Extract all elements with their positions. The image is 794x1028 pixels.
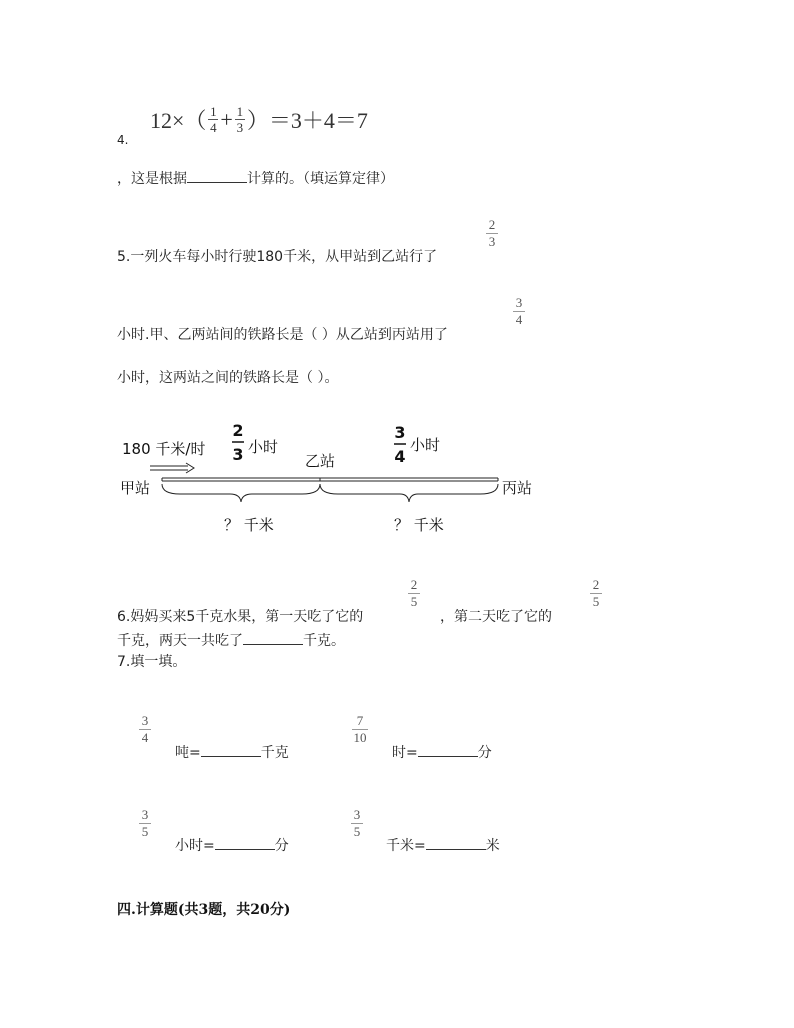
q6-text-before: 千克，两天一共吃了 [117,633,243,649]
answer-blank[interactable] [418,744,478,757]
station-c-label: 丙站 [502,479,533,497]
fraction-numerator: 3 [515,295,523,310]
unit-from: 时= [392,745,418,761]
q7-item-1-fraction [139,714,151,745]
fraction-denominator: 5 [141,824,149,839]
section-heading: 四.计算题(共3题，共20分) [117,902,291,918]
fraction-numerator: 1 [236,104,244,119]
q4-text [117,168,394,188]
q4-text-after: 计算的。（填运算定律） [247,171,394,187]
fraction-denominator: 10 [353,730,367,745]
fraction-numerator: 2 [232,421,244,440]
unit-to: 分 [274,838,289,854]
fraction-denominator: 3 [236,120,244,135]
fraction-numerator: 3 [394,423,406,442]
q5-line-2: 小时.甲、乙两站间的铁路长是（ ）从乙站到丙站用了 [117,327,448,343]
fraction-numerator: 3 [141,713,149,728]
formula-fraction-2 [235,105,245,134]
unit-from: 吨= [175,745,201,761]
q6-line-1b: ，第二天吃了它的 [440,609,552,625]
q5-line-3: 小时，这两站之间的铁路长是（ ）。 [117,370,339,386]
fraction-denominator: 5 [353,824,361,839]
q7-item-3-fraction [139,808,151,839]
fraction-denominator: 4 [515,312,523,327]
q4-formula [150,104,368,135]
formula-plus: + [220,106,233,132]
formula-fraction-1 [208,105,218,134]
fraction-denominator: 4 [210,120,217,135]
fraction-numerator: 2 [410,577,418,592]
fraction-numerator: 1 [210,104,217,119]
unknown-distance-1: ？ 千米 [224,516,274,534]
station-b-label: 乙站 [305,452,336,470]
fraction-denominator: 4 [141,730,149,745]
q7-title: 7.填一填。 [117,654,187,670]
q4-number: 4. [117,133,129,147]
station-a-label: 甲站 [120,479,151,497]
speed-label: 180 千米/时 [122,440,206,458]
q5-fraction-1 [486,218,498,249]
time-fraction-1 [232,421,244,464]
fraction-numerator: 7 [356,713,364,728]
answer-blank[interactable] [426,837,486,850]
q6-fraction-1 [408,578,420,609]
fraction-denominator: 3 [488,234,496,249]
answer-blank[interactable] [215,837,275,850]
fraction-denominator: 5 [592,594,600,609]
q7-item-4-fraction [351,808,363,839]
brace-segment-2 [320,484,498,502]
arrow-right-icon [150,463,194,473]
q6-text-after: 千克。 [303,633,345,649]
brace-segment-1 [162,484,320,502]
time-unit-2: 小时 [410,436,441,454]
unit-to: 千克 [260,745,289,761]
q7-item-4 [386,835,500,855]
fraction-denominator: 5 [410,594,418,609]
unit-to: 米 [485,838,500,854]
fraction-numerator: 3 [353,807,361,822]
unit-from: 千米= [386,838,426,854]
journey-diagram [110,418,550,543]
fraction-denominator: 3 [232,445,244,464]
unit-from: 小时= [175,838,215,854]
answer-blank[interactable] [201,744,261,757]
time-fraction-2 [394,423,406,466]
q7-item-2-fraction [352,714,368,745]
formula-lead: 12×（ [150,108,207,133]
unit-to: 分 [477,745,492,761]
fraction-numerator: 3 [141,807,149,822]
q7-item-3 [175,835,289,855]
fraction-numerator: 2 [488,217,496,232]
q4-text-before: ，这是根据 [117,171,187,187]
q5-fraction-2 [513,296,525,327]
track-line [162,478,498,481]
fraction-denominator: 4 [394,447,406,466]
q6-line-1a: 6.妈妈买来5千克水果，第一天吃了它的 [117,609,364,625]
q7-item-1 [175,742,289,762]
fraction-numerator: 2 [592,577,600,592]
answer-blank[interactable] [243,632,303,645]
q5-line-1: 5.一列火车每小时行驶180千米，从甲站到乙站行了 [117,249,438,265]
formula-tail: ）＝3＋4＝7 [246,108,368,133]
time-unit-1: 小时 [248,438,279,456]
unknown-distance-2: ？ 千米 [394,516,444,534]
q6-line-2 [117,630,345,650]
q6-fraction-2 [590,578,602,609]
answer-blank[interactable] [187,170,247,183]
q7-item-2 [392,742,492,762]
